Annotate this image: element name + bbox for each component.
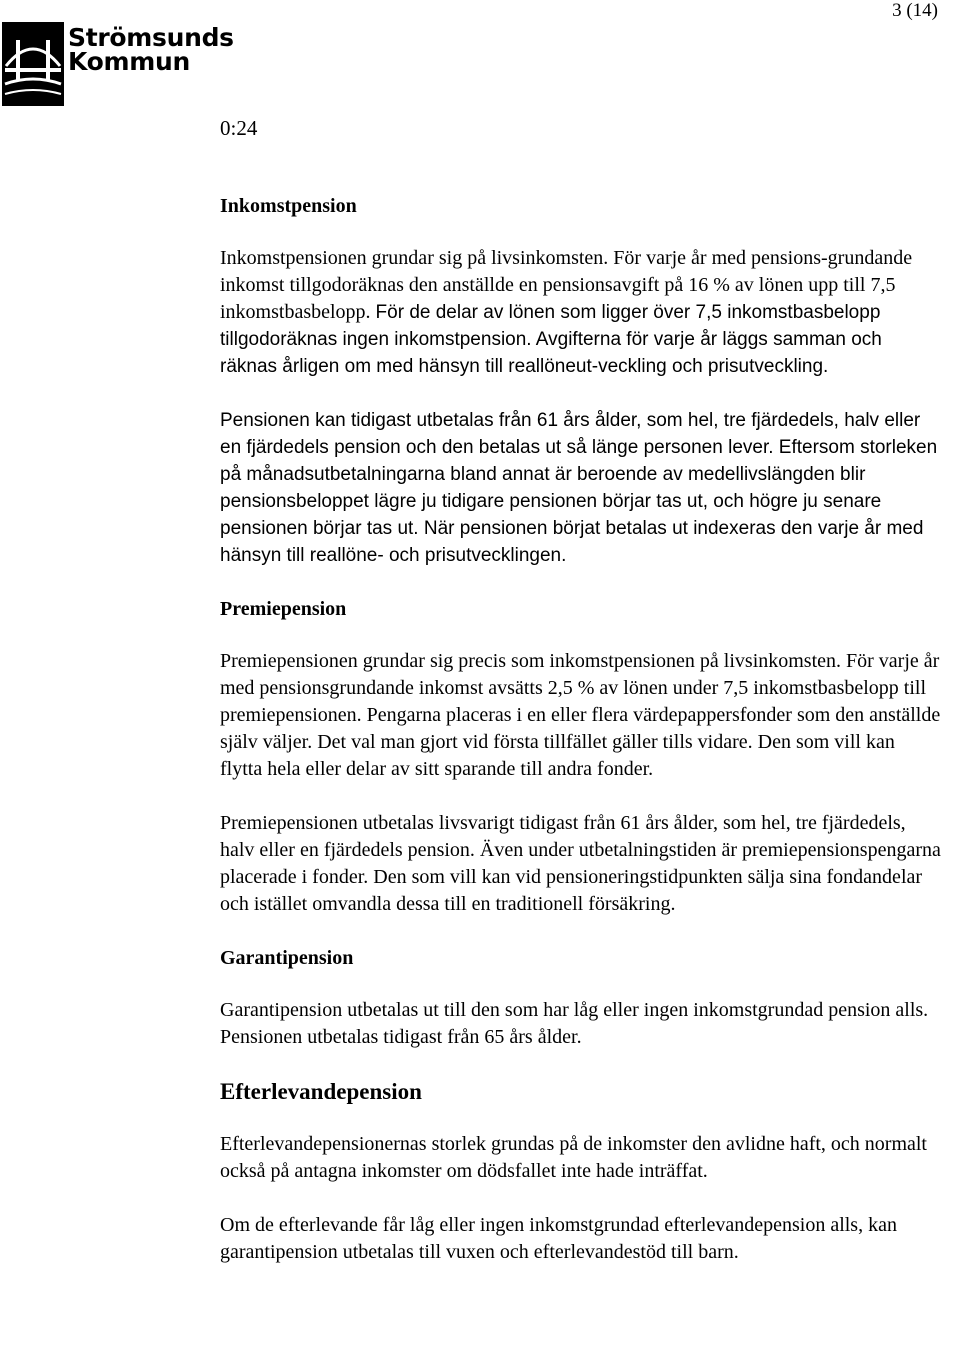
section-title-premiepension: Premiepension [220,598,347,620]
paragraph [220,407,942,569]
municipality-logo [2,22,234,106]
paragraph-rest: När pensionen börjat betalas ut indexeras den varje år med hänsyn till reallöne- och prisutvecklingen. [220,518,924,566]
section-title-efterlevandepension: Efterlevandepension [220,1079,422,1104]
section-title-garantipension: Garantipension [220,947,354,969]
time-label: 0:24 [220,116,258,140]
paragraph: Efterlevandepensionernas storlek grundas på de inkomster den avlidne haft, och normalt också på antagna inkomster om dödsfallet inte hade inträffat. [220,1133,927,1182]
page-number: 3 (14) [892,0,938,21]
bridge-logo-icon [2,22,64,106]
paragraph-lead: Inkomstpensionen grundar sig på livsinkomsten. För varje år med pensions-grundande inkomst tillgodoräknas den anställde en pensionsavgift på 16 % av lönen upp till 7,5 inkomstbasbelopp. [220,247,913,323]
paragraph-rest: För de delar av lönen som ligger över 7,5 inkomstbasbelopp tillgodoräknas ingen inkomstpension. Avgifterna för varje år läggs samman och räknas årligen om med hänsyn till reallöneut-veckling och prisutveckling. [220,302,882,377]
logo-text-line2: Kommun [68,47,191,76]
document-body [220,114,942,1293]
paragraph: Premiepensionen utbetalas livsvarigt tidigast från 61 års ålder, som hel, tre fjärdedels, halv eller en fjärdedels pension. Även under utbetalningstiden är premiepensionspengarna placerade i fonder. Den som vill kan vid pensioneringstidpunkten sälja sina fondandelar och istället omvandla dessa till en traditionell försäkring. [220,812,941,915]
paragraph [220,245,942,380]
paragraph: Garantipension utbetalas ut till den som har låg eller ingen inkomstgrundad pension alls. Pensionen utbetalas tidigast från 65 års ålder. [220,999,929,1048]
paragraph: Premiepensionen grundar sig precis som inkomstpensionen på livsinkomsten. För varje år med pensionsgrundande inkomst avsätts 2,5 % av lönen under 7,5 inkomstbasbelopp till premiepensionen. Pengarna placeras i en eller flera värdepappersfonder som den anställde själv väljer. Det val man gjort vid första tillfället gäller tills vidare. Den som vill kan flytta hela eller delar av sitt sparande till andra fonder. [220,650,941,780]
paragraph-lead: Pensionen kan tidigast utbetalas från 61 års ålder, som hel, tre fjärdedels, halv eller en fjärdedels pension och den betalas ut så länge personen lever. Eftersom storleken på månadsutbetalningarna bland annat är beroende av medellivslängden blir pensionsbeloppet lägre ju tidigare pensionen börjar tas ut, och högre ju senare pensionen börjar tas ut. [220,410,938,539]
logo-text-line1: Strömsunds [68,23,234,52]
section-title-inkomstpension: Inkomstpension [220,195,357,217]
paragraph: Om de efterlevande får låg eller ingen inkomstgrundad efterlevandepension alls, kan garantipension utbetalas till vuxen och efterlevandestöd till barn. [220,1214,897,1263]
